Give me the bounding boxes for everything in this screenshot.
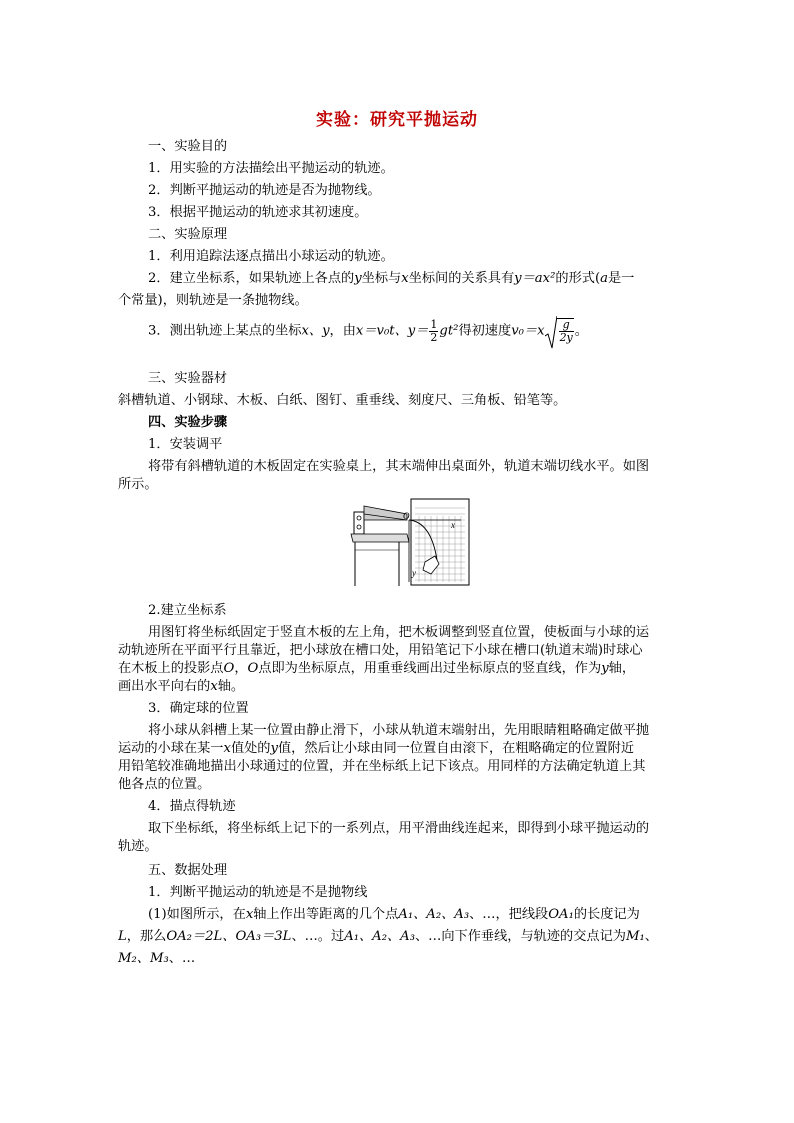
- data-text-cont: L，那么OA₂＝2L、OA₃＝3L、…。过A₁、A₂、A₃、…向下作垂线，与轨迹的交点记为M₁、: [118, 929, 658, 944]
- principle-2: 2．建立坐标系，如果轨迹上各点的y坐标与x坐标间的关系具有y＝ax²的形式(a是一: [148, 271, 635, 286]
- step-4-text: 取下坐标纸，将坐标纸上记下的一系列点，用平滑曲线连起来，即得到小球平抛运动的: [148, 821, 650, 836]
- figure-label-x: x: [451, 520, 455, 530]
- fraction-g-2y: $\frac{g}{2y}$: [557, 318, 574, 344]
- step-2-text-cont: 动轨迹所在平面平行且靠近，把小球放在槽口处，用铅笔记下小球在槽口(轨道末端)时球心: [118, 643, 643, 658]
- sqrt-icon: [545, 318, 575, 344]
- step-4-text-cont: 轨迹。: [118, 839, 158, 854]
- section-4-heading: 四、实验步骤: [148, 415, 228, 430]
- step-2-title: 2.建立坐标系: [148, 603, 227, 618]
- figure-label-o: O: [403, 511, 410, 521]
- fraction-half: $\frac{1}{2}$: [430, 317, 438, 344]
- step-3-text-cont: 运动的小球在某一x值处的y值，然后让小球由同一位置自由滚下，在粗略确定的位置附近: [118, 741, 635, 756]
- list-item: 1．用实验的方法描绘出平抛运动的轨迹。: [148, 161, 394, 176]
- section-5-heading: 五、数据处理: [148, 863, 228, 878]
- apparatus-figure: [349, 498, 471, 588]
- data-sub-1: 1．判断平抛运动的轨迹是不是抛物线: [148, 885, 368, 900]
- step-3-text-cont: 用铅笔较准确地描出小球通过的位置，并在坐标纸上记下该点。用同样的方法确定轨道上其: [118, 759, 646, 774]
- step-3-text-cont: 他各点的位置。: [118, 777, 211, 792]
- equipment-list: 斜槽轨道、小钢球、木板、白纸、图钉、重垂线、刻度尺、三角板、铅笔等。: [118, 393, 567, 408]
- page-title: 实验：研究平抛运动: [316, 110, 478, 130]
- principle-1: 1．利用追踪法逐点描出小球运动的轨迹。: [148, 249, 394, 264]
- data-text-cont: M₂、M₃、…: [118, 951, 196, 966]
- principle-3-formula: 3．测出轨迹上某点的坐标x、y，由x＝v₀t、y＝ $\frac{1}{2}$ gt²得初速度v₀＝x $\frac{g}{2y}$ 。: [148, 318, 588, 358]
- principle-2-cont: 个常量)，则轨迹是一条抛物线。: [118, 293, 308, 308]
- step-3-text: 将小球从斜槽上某一位置由静止滑下，小球从轨道末端射出，先用眼睛粗略确定做平抛: [148, 723, 650, 738]
- section-3-heading: 三、实验器材: [148, 371, 228, 386]
- data-text: (1)如图所示，在x轴上作出等距离的几个点A₁、A₂、A₃、…，把线段OA₁的长度记为: [148, 907, 640, 922]
- step-2-text: 用图钉将坐标纸固定于竖直木板的左上角，把木板调整到竖直位置，使板面与小球的运: [148, 625, 650, 640]
- step-1-text: 将带有斜槽轨道的木板固定在实验桌上，其末端伸出桌面外，轨道末端切线水平。如图: [148, 459, 650, 474]
- step-3-title: 3．确定球的位置: [148, 701, 249, 716]
- step-4-title: 4．描点得轨迹: [148, 799, 236, 814]
- step-1-title: 1．安装调平: [148, 437, 223, 452]
- list-item: 3．根据平抛运动的轨迹求其初速度。: [148, 205, 368, 220]
- section-1-heading: 一、实验目的: [148, 139, 228, 154]
- list-item: 2．判断平抛运动的轨迹是否为抛物线。: [148, 183, 381, 198]
- step-2-text-cont: 画出水平向右的x轴。: [118, 679, 245, 694]
- section-2-heading: 二、实验原理: [148, 227, 228, 242]
- step-2-text-cont: 在木板上的投影点O，O点即为坐标原点，用重垂线画出过坐标原点的竖直线，作为y轴，: [118, 661, 636, 676]
- figure-label-y: y: [412, 568, 416, 578]
- step-1-text-cont: 所示。: [118, 477, 158, 492]
